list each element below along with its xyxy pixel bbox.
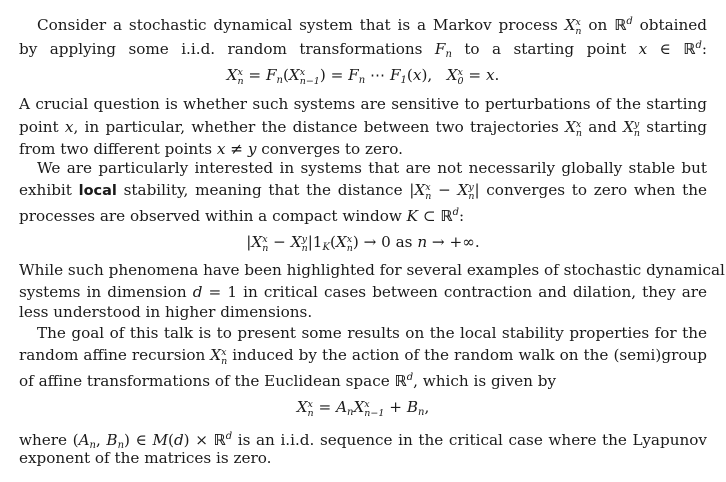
- paragraph-1-line-1: Consider a stochastic dynamical system that is a Markov process X x n on ℝ$^d$ obtained: [37, 16, 707, 37]
- paragraph-5-line-1: The goal of this talk is to present some results on the local stability properties for the: [37, 324, 707, 342]
- paragraph-3-line-2: exhibit local stability, meaning that the distance |X x n − X y n | converges to zero when the: [19, 181, 707, 202]
- paragraph-2-line-2: point x, in particular, whether the distance between two trajectories X x n and X y n starting: [19, 118, 707, 139]
- paragraph-3-line-1: We are particularly interested in systems that are not necessarily globally stable but: [37, 159, 707, 177]
- equation-2: |X x n − X y n $|1_K(X$ x n ) → 0 as n → +∞.: [246, 233, 480, 254]
- paragraph-5-line-2: random affine recursion X x n induced by the action of the random walk on the (semi)group: [19, 346, 707, 367]
- paragraph-2-line-3: from two different points x ≠ y converges to zero.: [19, 140, 403, 158]
- paragraph-3-line-3: processes are observed within a compact window K ⊂ ℝ$^d$:: [19, 207, 465, 225]
- paragraph-5-line-3: of affine transformations of the Euclidean space ℝ$^d$, which is given by: [19, 372, 557, 390]
- paragraph-1-line-2: by applying some i.i.d. random transformations $F_n$ to a starting point x ∈ ℝ$^d$:: [19, 40, 707, 60]
- paragraph-4-line-3: less understood in higher dimensions.: [19, 303, 313, 321]
- equation-3: X x n = $A_nX$ x n−1 + $B_n$,: [296, 398, 430, 419]
- paragraph-6-line-2: exponent of the matrices is zero.: [19, 449, 272, 467]
- local-keyword: local: [78, 183, 117, 199]
- paragraph-2-line-1: A crucial question is whether such systems are sensitive to perturbations of the starting: [19, 95, 707, 113]
- paragraph-6-line-1: where ($A_n$, $B_n$) ∈ M(d) × ℝ$^d$ is an i.i.d. sequence in the critical case where the Lyapunov: [19, 431, 707, 451]
- equation-1: X x n = $F_n(X$ x n−1 ) = $F_n$ ⋯ $F_1(x)$, X x 0 = x.: [226, 66, 500, 87]
- paragraph-4-line-1: While such phenomena have been highlighted for several examples of stochastic dynamical: [19, 261, 725, 279]
- paragraph-4-line-2: systems in dimension d = 1 in critical cases between contraction and dilation, they are: [19, 283, 707, 301]
